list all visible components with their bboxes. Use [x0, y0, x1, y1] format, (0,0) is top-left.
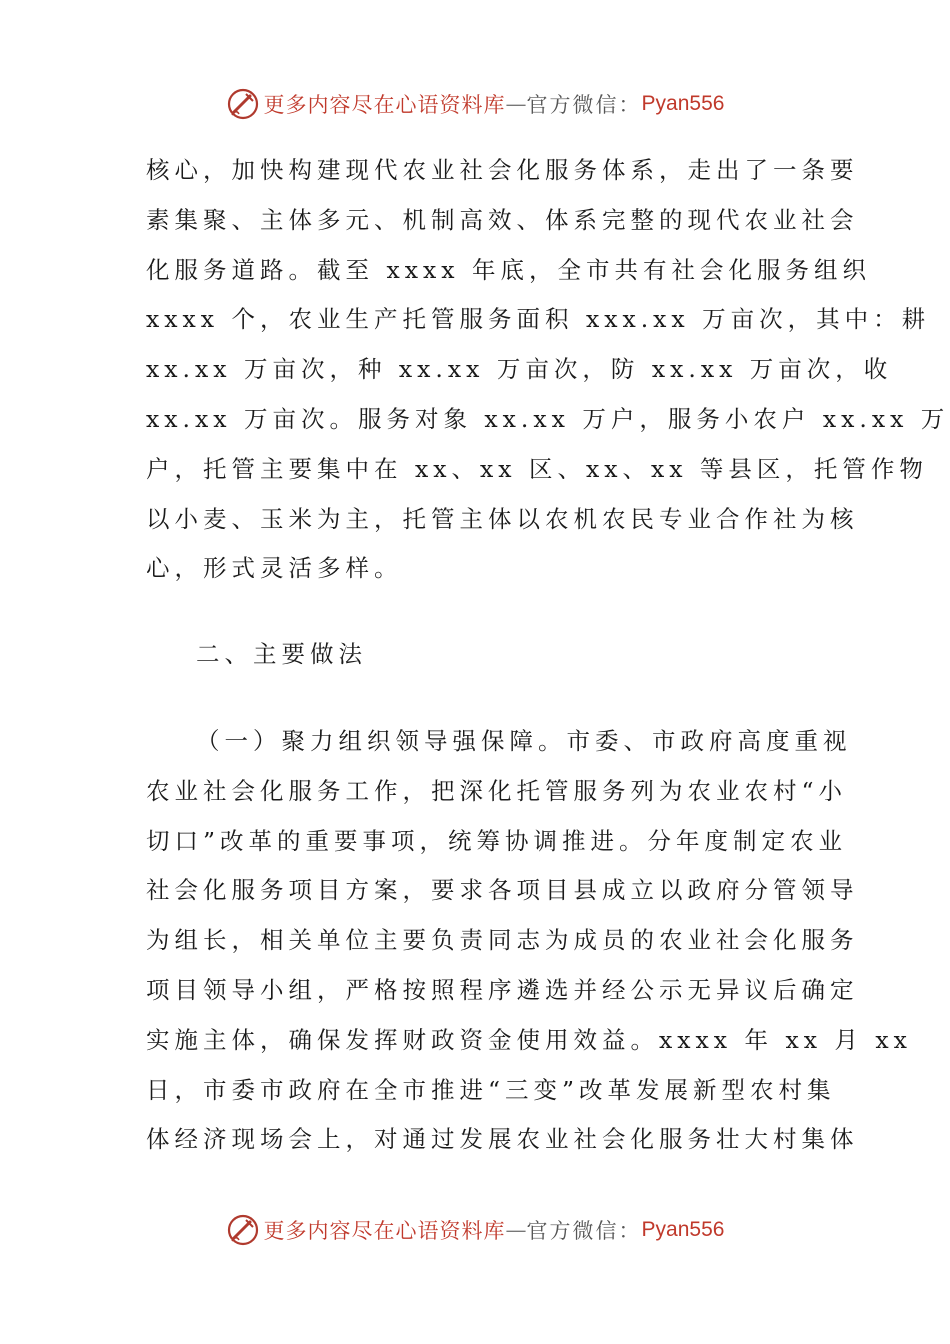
text-line: 日，市委市政府在全市推进“三变”改革发展新型农村集	[146, 1075, 836, 1104]
text-line: 切口”改革的重要事项，统筹协调推进。分年度制定农业	[146, 826, 848, 855]
logo-pen-icon	[226, 87, 260, 121]
banner-title: 更多内容尽在心语资料库	[263, 1219, 506, 1243]
banner-wechat-id: Pyan556	[641, 92, 725, 115]
text-line: 心，形式灵活多样。	[146, 554, 403, 583]
banner-dash: —	[505, 92, 527, 116]
text-line: （一）聚力组织领导强保障。市委、市政府高度重视	[196, 727, 852, 755]
text-line: 为组长，相关单位主要负责同志为成员的农业社会化服务	[146, 926, 859, 955]
section-heading: 二、主要做法	[196, 640, 367, 668]
logo-pen-icon	[226, 1213, 260, 1247]
paragraph-1	[146, 146, 950, 594]
text-line: xxxx 个，农业生产托管服务面积 xxx.xx 万亩次，其中：耕	[146, 305, 931, 334]
text-line: 核心，加快构建现代农业社会化服务体系，走出了一条要	[146, 156, 859, 184]
banner-wechat-id: Pyan556	[641, 1218, 725, 1241]
paragraph-2	[146, 717, 912, 1165]
footer-banner	[0, 1210, 950, 1250]
text-line: 以小麦、玉米为主，托管主体以农机农民专业合作社为核	[146, 504, 859, 533]
banner-title: 更多内容尽在心语资料库	[263, 93, 506, 117]
banner-dash: —	[505, 1218, 527, 1242]
text-line: xx.xx 万亩次。服务对象 xx.xx 万户，服务小农户 xx.xx 万	[146, 404, 950, 433]
text-line: xx.xx 万亩次，种 xx.xx 万亩次，防 xx.xx 万亩次，收	[146, 355, 893, 384]
text-line: 实施主体，确保发挥财政资金使用效益。xxxx 年 xx 月 xx	[146, 1025, 912, 1054]
banner-wechat-label: 官方微信：	[526, 93, 642, 117]
text-line: 农业社会化服务工作，把深化托管服务列为农业农村“小	[146, 776, 848, 805]
text-line: 体经济现场会上，对通过发展农业社会化服务壮大村集体	[146, 1125, 859, 1154]
header-banner	[0, 84, 950, 124]
banner-wechat-label: 官方微信：	[526, 1219, 642, 1243]
text-line: 素集聚、主体多元、机制高效、体系完整的现代农业社会	[146, 205, 859, 234]
text-line: 项目领导小组，严格按照程序遴选并经公示无异议后确定	[146, 975, 859, 1004]
text-line: 户，托管主要集中在 xx、xx 区、xx、xx 等县区，托管作物	[146, 454, 928, 483]
text-line: 社会化服务项目方案，要求各项目县成立以政府分管领导	[146, 876, 859, 905]
text-line: 化服务道路。截至 xxxx 年底，全市共有社会化服务组织	[146, 255, 871, 284]
